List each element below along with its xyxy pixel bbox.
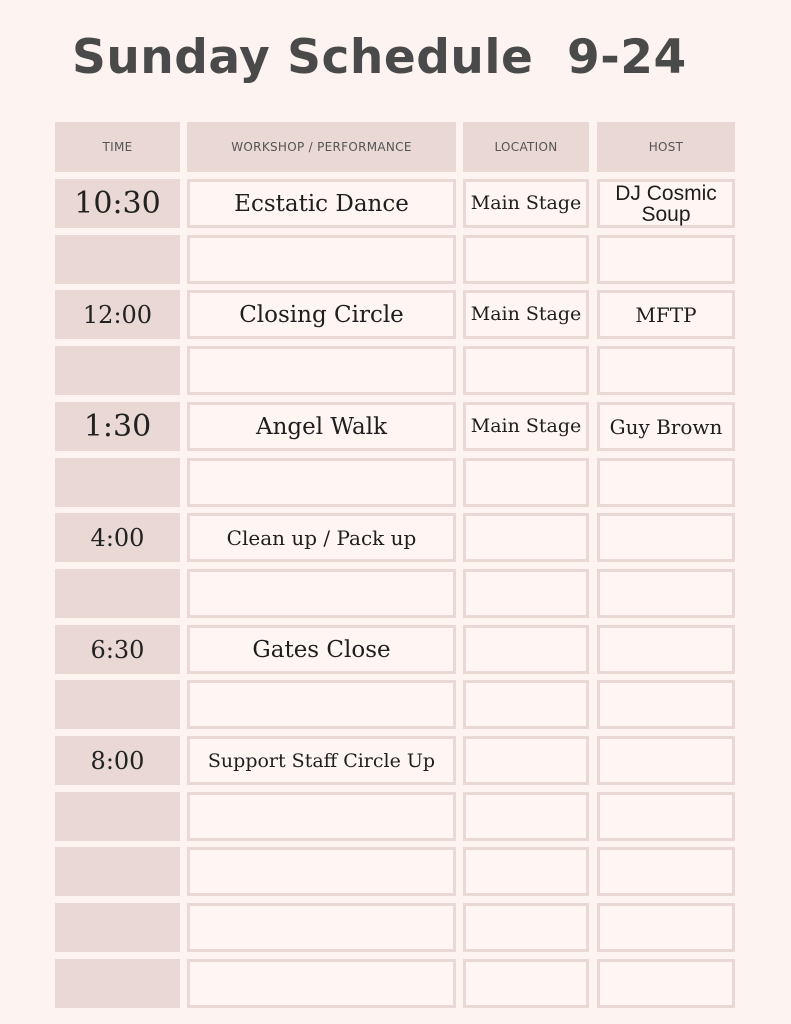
time-cell [55,792,180,841]
location-cell [463,513,589,562]
host-cell: DJ Cosmic Soup [597,179,735,228]
host-cell [597,346,735,395]
location-cell [463,792,589,841]
workshop-cell: Clean up / Pack up [187,513,456,562]
workshop-cell: Angel Walk [187,402,456,451]
location-cell [463,569,589,618]
time-cell [55,680,180,729]
host-cell [597,959,735,1008]
host-cell [597,736,735,785]
host-cell [597,458,735,507]
time-cell: 1:30 [55,402,180,451]
header-workshop: WORKSHOP / PERFORMANCE [187,122,456,172]
workshop-cell [187,959,456,1008]
host-cell [597,235,735,284]
host-cell [597,903,735,952]
time-cell [55,458,180,507]
location-cell [463,847,589,896]
location-cell [463,736,589,785]
location-cell: Main Stage [463,179,589,228]
location-cell [463,235,589,284]
location-cell [463,959,589,1008]
workshop-cell [187,680,456,729]
host-cell [597,625,735,674]
workshop-cell [187,346,456,395]
time-cell [55,346,180,395]
time-cell [55,903,180,952]
time-cell [55,959,180,1008]
time-cell: 10:30 [55,179,180,228]
host-cell: Guy Brown [597,402,735,451]
time-cell: 4:00 [55,513,180,562]
workshop-cell [187,458,456,507]
location-cell [463,458,589,507]
time-cell [55,847,180,896]
host-cell [597,847,735,896]
time-cell [55,235,180,284]
time-cell: 8:00 [55,736,180,785]
time-cell [55,569,180,618]
host-cell [597,680,735,729]
host-cell [597,513,735,562]
location-cell [463,903,589,952]
workshop-cell [187,235,456,284]
workshop-cell [187,792,456,841]
header-host: HOST [597,122,735,172]
workshop-cell [187,847,456,896]
header-location: LOCATION [463,122,589,172]
workshop-cell: Closing Circle [187,290,456,339]
location-cell [463,625,589,674]
host-cell: MFTP [597,290,735,339]
header-time: TIME [55,122,180,172]
workshop-cell [187,569,456,618]
location-cell [463,680,589,729]
workshop-cell: Gates Close [187,625,456,674]
workshop-cell [187,903,456,952]
time-cell: 12:00 [55,290,180,339]
host-cell [597,569,735,618]
time-cell: 6:30 [55,625,180,674]
page-title: Sunday Schedule 9-24 [72,30,687,85]
location-cell [463,346,589,395]
host-cell [597,792,735,841]
location-cell: Main Stage [463,290,589,339]
workshop-cell: Support Staff Circle Up [187,736,456,785]
location-cell: Main Stage [463,402,589,451]
workshop-cell: Ecstatic Dance [187,179,456,228]
